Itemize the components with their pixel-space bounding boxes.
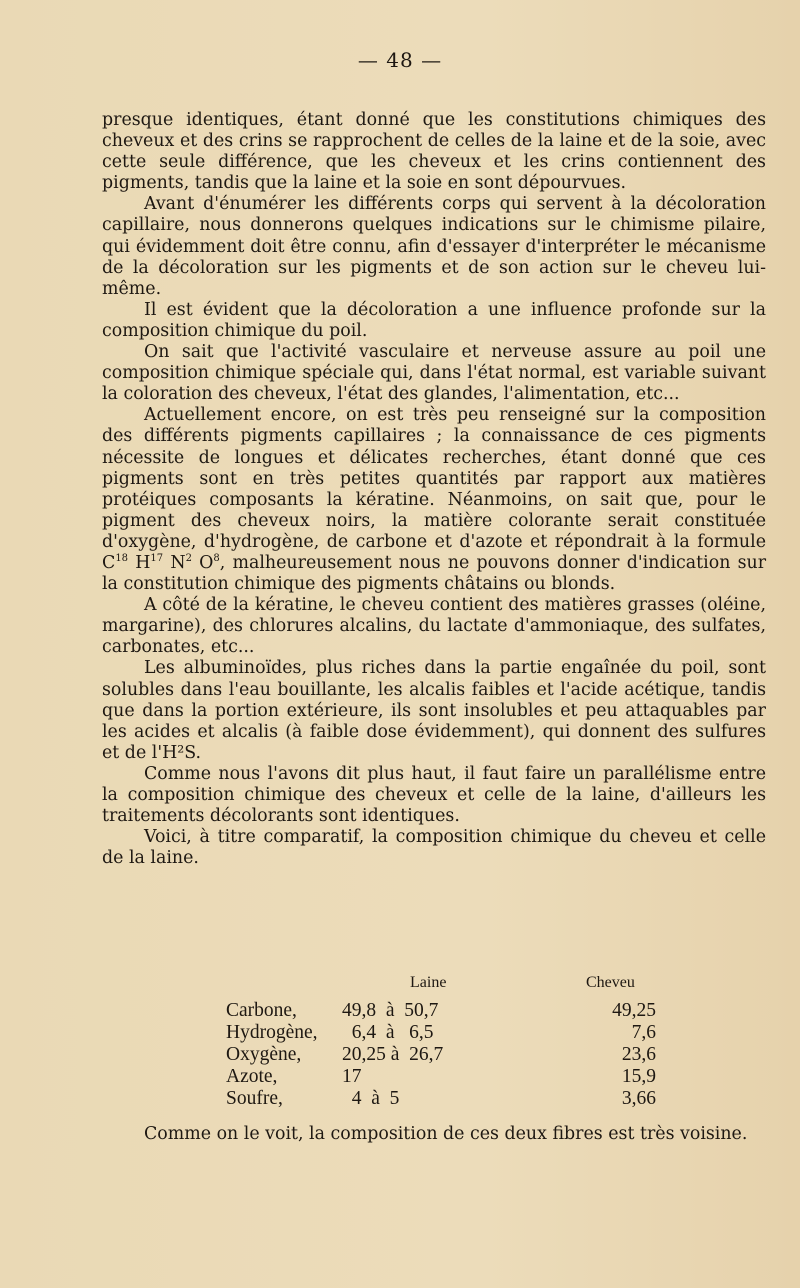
element-cell: Oxygène, — [226, 1044, 302, 1065]
paragraph: presque identiques, étant donné que les constitutions chimiques des cheveux et des crins se rapprochent de celles de la laine et de la soie, avec cette seule différence, que les cheveux et les crins contiennent des pigments, tandis que la laine et la soie en sont dépourvues. — [102, 110, 766, 194]
cheveu-cell: 3,66 — [621, 1088, 656, 1109]
table-row — [0, 1000, 800, 1022]
paragraph: A côté de la kératine, le cheveu contient des matières grasses (oléine, margarine), des chlorures alcalins, du lactate d'ammoniaque, des sulfates, carbonates, etc... — [102, 595, 766, 658]
table-header — [0, 974, 800, 1000]
paragraph: Les albuminoïdes, plus riches dans la partie engaînée du poil, sont solubles dans l'eau bouillante, les alcalis faibles et l'acide acétique, tandis que dans la portion extérieure, ils sont insolubles et peu attaquables par les acides et alcalis (à faible dose évidemment), qui donnent des sulfures et de l'H²S. — [102, 658, 766, 763]
laine-cell: 20,25 à 26,7 — [342, 1044, 444, 1065]
cheveu-cell: 49,25 — [612, 1000, 656, 1021]
laine-cell: 49,8 à 50,7 — [342, 1000, 439, 1021]
element-cell: Soufre, — [226, 1088, 283, 1109]
paragraph: Voici, à titre comparatif, la composition chimique du cheveu et celle de la laine. — [102, 827, 766, 869]
composition-table — [0, 974, 800, 1110]
pigment-text-after: , malheureusement nous ne pouvons donner d'indication sur la constitution chimique des pigments châtains ou blonds. — [102, 552, 767, 595]
laine-cell: 6,4 à 6,5 — [342, 1022, 434, 1043]
table-row — [0, 1088, 800, 1110]
paragraph: Avant d'énumérer les différents corps qui servent à la décoloration capillaire, nous donnerons quelques indications sur le chimisme pilaire, qui évidemment doit être connu, afin d'essayer d'interpréter le mécanisme de la décoloration sur les pigments et de son action sur le cheveu lui-même. — [102, 194, 766, 299]
pigment-paragraph — [102, 405, 766, 595]
page-number: — 48 — — [357, 48, 443, 72]
laine-cell: 4 à 5 — [342, 1088, 400, 1109]
cheveu-cell: 15,9 — [621, 1066, 656, 1087]
paragraph: Comme nous l'avons dit plus haut, il faut faire un parallélisme entre la composition chimique des cheveux et celle de la laine, d'ailleurs les traitements décolorants sont identiques. — [102, 763, 766, 827]
paragraph: On sait que l'activité vasculaire et nerveuse assure au poil une composition chimique spéciale qui, dans l'état normal, est variable suivant la coloration des cheveux, l'état des glandes, l'alimentation, etc... — [102, 342, 766, 405]
table-row — [0, 1022, 800, 1044]
element-cell: Hydrogène, — [226, 1022, 318, 1043]
column-header-cheveu: Cheveu — [586, 974, 635, 991]
laine-cell: 17 — [342, 1066, 362, 1087]
cheveu-cell: 7,6 — [631, 1022, 656, 1043]
paragraph: Il est évident que la décoloration a une influence profonde sur la composition chimique du poil. — [102, 299, 766, 341]
body-text — [102, 110, 766, 869]
chemical-formula: $C^{18}$ $H^{17}$ $N^2$ $O^8$ — [102, 552, 220, 573]
column-header-laine: Laine — [410, 974, 447, 991]
element-cell: Azote, — [226, 1066, 278, 1087]
paragraph: Comme on le voit, la composition de ces deux fibres est très voisine. — [144, 1124, 748, 1144]
table-row — [0, 1044, 800, 1066]
pigment-text-before: Actuellement encore, on est très peu renseigné sur la composition des différents pigments capillaires ; la connaissance de ces pigments nécessite de longues et délicates recherches, étant donné que ces pigments sont en très petites quantités par rapport aux matières protéiques composants la kératine. Néanmoins, on sait que, pour le pigment des cheveux noirs, la matière colorante serait constituée d'oxygène, d'hydrogène, de carbone et d'azote et répondrait à la formule — [102, 405, 766, 552]
closing-text — [102, 1124, 766, 1145]
cheveu-cell: 23,6 — [621, 1044, 656, 1065]
element-cell: Carbone, — [226, 1000, 297, 1021]
table-row — [0, 1066, 800, 1088]
